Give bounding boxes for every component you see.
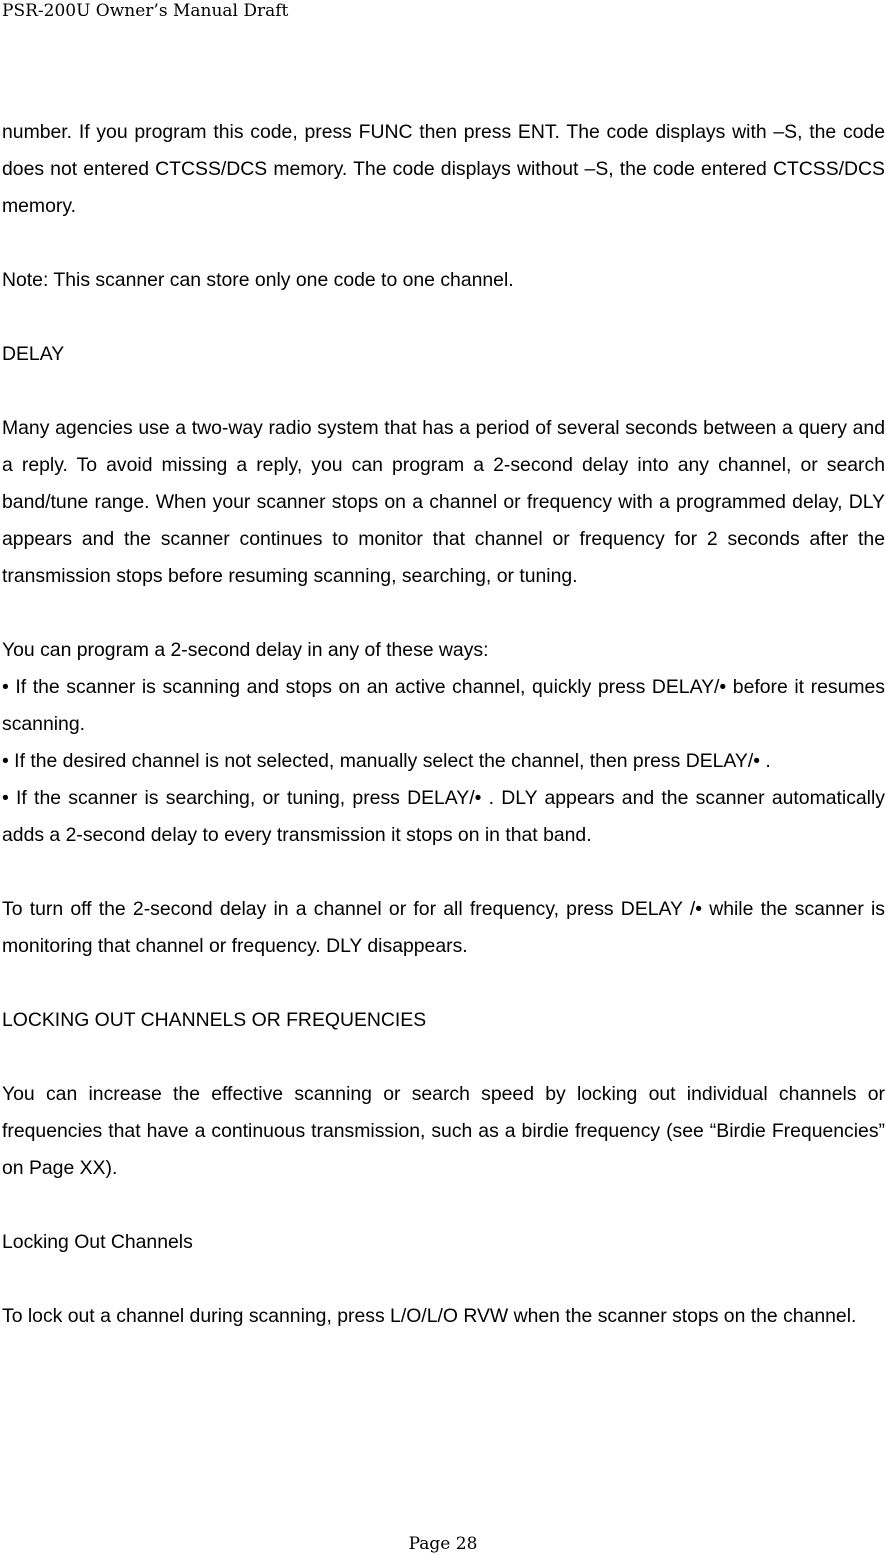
paragraph-code-continued: number. If you program this code, press FUNC then press ENT. The code displays with –S, the code does not entered CTCSS/DCS memory. The code displays without –S, the code entered CTCSS/DCS memory. bbox=[2, 121, 885, 217]
paragraph-lockout-channels: To lock out a channel during scanning, press L/O/L/O RVW when the scanner stops on the channel. bbox=[2, 1305, 857, 1327]
spacer bbox=[2, 1039, 885, 1076]
subsection-heading-lockout-channels: Locking Out Channels bbox=[2, 1231, 193, 1253]
paragraph-delay-ways: You can program a 2-second delay in any of these ways: bbox=[2, 639, 489, 661]
spacer bbox=[2, 1187, 885, 1224]
paragraph-note: Note: This scanner can store only one code to one channel. bbox=[2, 269, 514, 291]
spacer bbox=[2, 965, 885, 1002]
bullet-item-scanning: • If the scanner is scanning and stops on an active channel, quickly press DELAY/• before it resumes scanning. bbox=[2, 676, 885, 735]
paragraph-delay-intro: Many agencies use a two-way radio system that has a period of several seconds between a query and a reply. To avoid missing a reply, you can program a 2-second delay into any channel, or search band/tune range. When your scanner stops on a channel or frequency with a programmed delay, DLY appears and the scanner continues to monitor that channel or frequency for 2 seconds after the transmission stops before resuming scanning, searching, or tuning. bbox=[2, 417, 885, 587]
spacer bbox=[2, 595, 885, 632]
paragraph-delay-off: To turn off the 2-second delay in a channel or for all frequency, press DELAY /• while the scanner is monitoring that channel or frequency. DLY disappears. bbox=[2, 898, 885, 957]
page-header-title: PSR-200U Owner’s Manual Draft bbox=[2, 1, 289, 21]
spacer bbox=[2, 225, 885, 262]
bullet-item-not-selected: • If the desired channel is not selected, manually select the channel, then press DELAY/• . bbox=[2, 750, 771, 772]
section-heading-delay: DELAY bbox=[2, 343, 65, 365]
spacer bbox=[2, 1261, 885, 1298]
paragraph-lockout-intro: You can increase the effective scanning or search speed by locking out individual channels or frequencies that have a continuous transmission, such as a birdie frequency (see “Birdie Frequencies” on Page XX). bbox=[2, 1083, 885, 1179]
spacer bbox=[2, 373, 885, 410]
bullet-item-searching: • If the scanner is searching, or tuning, press DELAY/• . DLY appears and the scanner automatically adds a 2-second delay to every transmission it stops on in that band. bbox=[2, 787, 885, 846]
spacer bbox=[2, 299, 885, 336]
page-number: Page 28 bbox=[408, 1534, 478, 1554]
spacer bbox=[2, 854, 885, 891]
document-body bbox=[2, 114, 885, 1335]
section-heading-lockout: LOCKING OUT CHANNELS OR FREQUENCIES bbox=[2, 1009, 427, 1031]
